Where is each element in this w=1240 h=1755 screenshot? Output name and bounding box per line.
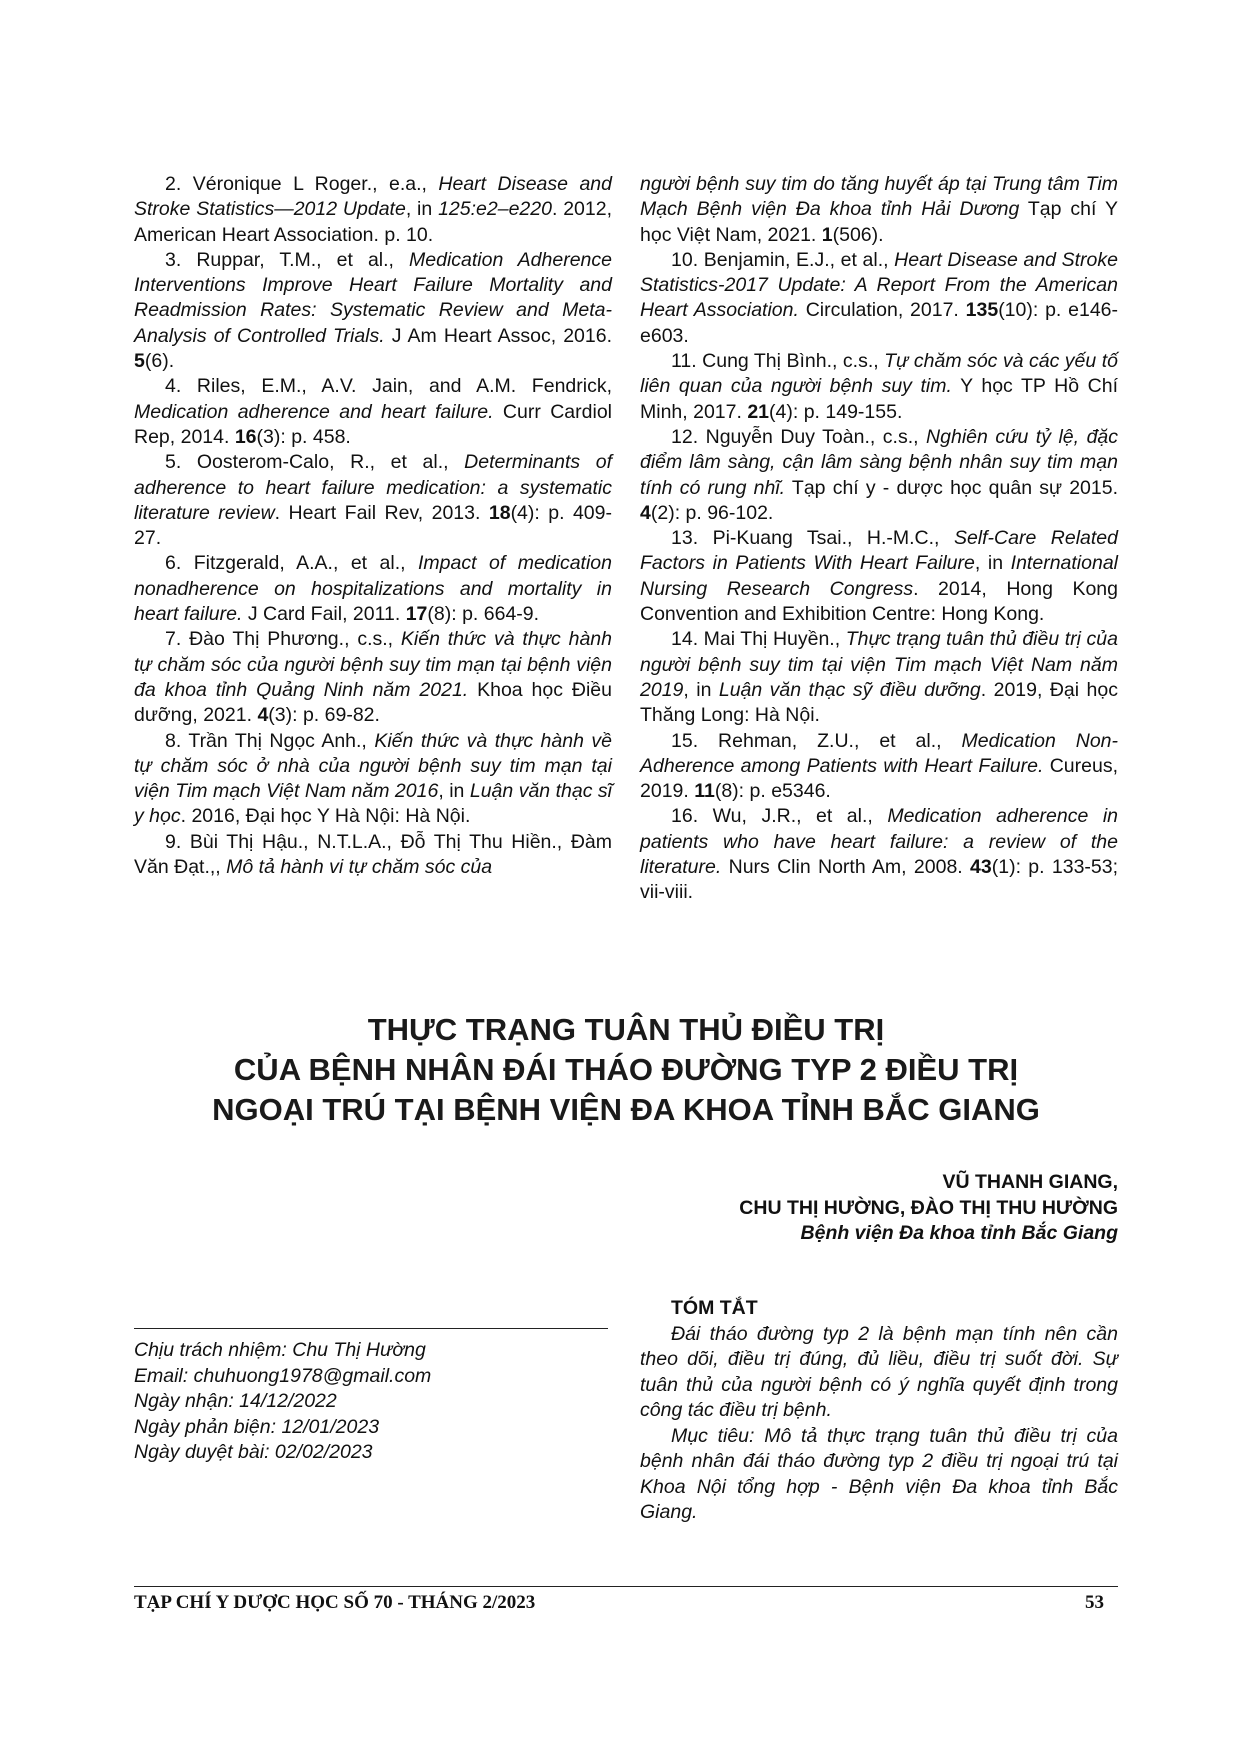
reference-text: Determinants of adherence to heart failure medication: a systematic literature review xyxy=(134,451,612,524)
authors-line: CHU THỊ HƯỜNG, ĐÀO THỊ THU HƯỜNG xyxy=(739,1196,1118,1219)
reference-text: 11. Cung Thị Bình., c.s., xyxy=(671,350,885,373)
reference-text: J Am Heart Assoc, 2016. xyxy=(384,324,613,347)
reference-item xyxy=(640,425,1118,526)
reference-text: (1): p. 133-53; vii-viii. xyxy=(640,856,1119,904)
reference-text: Medication adherence in patients who have heart failure: a review of the literature. xyxy=(640,805,1118,879)
responsible-author: Chịu trách nhiệm: Chu Thị Hường xyxy=(134,1339,426,1361)
reference-item xyxy=(134,172,612,248)
reference-text: 125:e2–e220 xyxy=(438,198,552,221)
date-accepted: Ngày duyệt bài: 02/02/2023 xyxy=(134,1441,373,1463)
reference-text: Kiến thức và thực hành về tự chăm sóc ở nhà của người bệnh suy tim mạn tại viện Tim mạch Việt Nam năm 2016 xyxy=(134,729,612,803)
reference-text: 7. Đào Thị Phương., c.s., xyxy=(165,628,401,651)
reference-item xyxy=(134,729,612,830)
reference-text: (4): p. 409-27. xyxy=(134,501,612,550)
reference-text: người bệnh suy tim do tăng huyết áp tại Trung tâm Tim Mạch Bệnh viện Đa khoa tỉnh Hải Dương xyxy=(640,173,1118,221)
reference-text: 15. Rehman, Z.U., et al., xyxy=(671,729,962,752)
abstract-paragraph: Đái tháo đường typ 2 là bệnh mạn tính nên cần theo dõi, điều trị đúng, đủ liều, điều trị suốt đời. Sự tuân thủ của người bệnh có ý nghĩa quyết định trong công tác điều trị bệnh. xyxy=(640,1322,1118,1421)
reference-text: 1 xyxy=(821,223,833,246)
reference-text: Curr Cardiol Rep, 2014. xyxy=(134,400,612,448)
reference-item xyxy=(134,450,612,551)
reference-text: 21 xyxy=(747,400,770,423)
reference-text: Medication adherence and heart failure. xyxy=(134,400,494,423)
reference-text: Cureus, 2019. xyxy=(640,754,1119,803)
reference-text: (6). xyxy=(144,350,175,373)
references-right-column xyxy=(640,172,1118,906)
reference-text: Luận văn thạc sĩ y học xyxy=(134,780,613,828)
reference-text: . 2019, Đại học Thăng Long: Hà Nội. xyxy=(640,678,1118,727)
reference-text: Medication Adherence Interventions Improve Heart Failure Mortality and Readmission Rates: Systematic Review and Meta-Analysis of Controlled Trials. xyxy=(134,248,612,347)
reference-item xyxy=(640,172,1118,248)
divider xyxy=(134,1328,608,1329)
reference-text: (3): p. 69-82. xyxy=(268,704,380,727)
reference-text: (8): p. 664-9. xyxy=(427,603,540,626)
title-line: NGOẠI TRÚ TẠI BỆNH VIỆN ĐA KHOA TỈNH BẮC GIANG xyxy=(212,1092,1040,1127)
date-received: Ngày nhận: 14/12/2022 xyxy=(134,1390,337,1412)
reference-text: Medication Non-Adherence among Patients with Heart Failure. xyxy=(640,729,1119,777)
reference-text: Nghiên cứu tỷ lệ, đặc điểm lâm sàng, cận lâm sàng bệnh nhân suy tim mạn tính có rung nhĩ. xyxy=(640,425,1119,499)
abstract xyxy=(640,1296,1118,1526)
reference-text: Kiến thức và thực hành tự chăm sóc của người bệnh suy tim mạn tại bệnh viện đa khoa tỉnh Quảng Ninh năm 2021. xyxy=(134,628,612,701)
reference-text: 11 xyxy=(694,780,715,803)
author-block xyxy=(739,1170,1118,1247)
reference-text: (8): p. e5346. xyxy=(714,780,831,803)
journal-name: TẠP CHÍ Y DƯỢC HỌC SỐ 70 - THÁNG 2/2023 xyxy=(134,1592,536,1613)
reference-text: Nurs Clin North Am, 2008. xyxy=(721,856,971,879)
reference-text: 14. Mai Thị Huyền., xyxy=(671,628,846,651)
reference-text: , in xyxy=(683,678,719,701)
reference-text: Heart Disease and Stroke Statistics—2012 Update xyxy=(134,173,612,221)
reference-text: Luận văn thạc sỹ điều dưỡng xyxy=(718,678,981,701)
reference-text: . 2016, Đại học Y Hà Nội: Hà Nội. xyxy=(180,805,471,828)
page-footer xyxy=(134,1592,1118,1614)
reference-text: Heart Disease and Stroke Statistics-2017 Update: A Report From the American Heart Association. xyxy=(640,248,1118,322)
reference-text: Self-Care Related Factors in Patients With Heart Failure xyxy=(640,527,1118,575)
date-reviewed: Ngày phản biện: 12/01/2023 xyxy=(134,1415,380,1438)
reference-text: Tạp chí Y học Việt Nam, 2021. xyxy=(640,198,1118,246)
reference-text: 16. Wu, J.R., et al., xyxy=(671,805,888,828)
reference-text: Thực trạng tuân thủ điều trị của người bệnh suy tim tại viện Tim mạch Việt Nam năm 2019 xyxy=(640,628,1119,701)
reference-item xyxy=(640,248,1118,349)
reference-text: 16 xyxy=(234,425,257,448)
reference-text: International Nursing Research Congress xyxy=(640,552,1118,600)
reference-text: 135 xyxy=(965,299,999,322)
reference-text: J Card Fail, 2011. xyxy=(242,603,406,626)
reference-text: . 2014, Hong Kong Convention and Exhibition Centre: Hong Kong. xyxy=(640,577,1118,626)
reference-text: 3. Ruppar, T.M., et al., xyxy=(165,248,410,271)
footer-divider xyxy=(134,1586,1118,1587)
reference-text: (10): p. e146-e603. xyxy=(640,299,1119,347)
reference-text: , in xyxy=(438,780,470,803)
reference-item xyxy=(640,349,1118,425)
reference-text: Circulation, 2017. xyxy=(798,299,966,322)
authors-line: VŨ THANH GIANG, xyxy=(942,1171,1118,1193)
reference-text: (2): p. 96-102. xyxy=(650,501,774,524)
reference-text: 5. Oosterom-Calo, R., et al., xyxy=(165,451,465,474)
email: Email: chuhuong1978@gmail.com xyxy=(134,1364,432,1387)
reference-text: 4. Riles, E.M., A.V. Jain, and A.M. Fendrick, xyxy=(165,375,612,398)
abstract-heading: TÓM TẮT xyxy=(671,1297,758,1319)
reference-text: 18 xyxy=(488,501,511,524)
reference-text: Mô tả hành vi tự chăm sóc của xyxy=(226,856,493,879)
reference-text: . 2012, American Heart Association. p. 10. xyxy=(134,198,612,246)
reference-item xyxy=(134,627,612,728)
reference-text: Y học TP Hồ Chí Minh, 2017. xyxy=(640,375,1118,423)
reference-item xyxy=(134,830,612,881)
reference-item xyxy=(134,374,612,450)
correspondence-block xyxy=(134,1338,612,1466)
reference-text: 4 xyxy=(640,501,651,524)
article-title xyxy=(134,1010,1118,1130)
reference-item xyxy=(640,804,1118,905)
references-left-column xyxy=(134,172,612,880)
reference-text: Khoa học Điều dưỡng, 2021. xyxy=(134,678,612,727)
reference-text: Tạp chí y - dược học quân sự 2015. xyxy=(785,476,1119,499)
reference-text: Tự chăm sóc và các yếu tố liên quan của người bệnh suy tim. xyxy=(640,350,1118,398)
reference-text: 10. Benjamin, E.J., et al., xyxy=(671,248,895,271)
reference-text: 2. Véronique L Roger., e.a., xyxy=(165,173,439,195)
reference-text: 13. Pi-Kuang Tsai., H.-M.C., xyxy=(671,527,954,550)
reference-text: 43 xyxy=(970,856,992,879)
reference-text: 9. Bùi Thị Hậu., N.T.L.A., Đỗ Thị Thu Hiền., Đàm Văn Đạt.,, xyxy=(134,830,612,879)
reference-text: , in xyxy=(974,552,1011,575)
reference-text: Impact of medication nonadherence on hospitalizations and mortality in heart failure. xyxy=(134,552,612,626)
affiliation: Bệnh viện Đa khoa tỉnh Bắc Giang xyxy=(800,1222,1118,1244)
reference-text: . Heart Fail Rev, 2013. xyxy=(274,501,489,524)
reference-text: 12. Nguyễn Duy Toàn., c.s., xyxy=(671,425,927,448)
reference-item xyxy=(134,551,612,627)
reference-text: 4 xyxy=(257,704,269,727)
reference-text: 17 xyxy=(405,603,428,626)
reference-item xyxy=(134,248,612,374)
reference-text: 8. Trần Thị Ngọc Anh., xyxy=(165,729,375,752)
reference-item xyxy=(640,729,1118,805)
reference-text: (4): p. 149-155. xyxy=(769,400,903,423)
reference-text: , in xyxy=(405,198,439,221)
reference-item xyxy=(640,627,1118,728)
reference-text: 6. Fitzgerald, A.A., et al., xyxy=(165,552,419,575)
page-number: 53 xyxy=(1085,1592,1104,1613)
reference-text: 5 xyxy=(134,350,145,373)
reference-item xyxy=(640,526,1118,627)
reference-text: (3): p. 458. xyxy=(256,425,351,448)
title-line: CỦA BỆNH NHÂN ĐÁI THÁO ĐƯỜNG TYP 2 ĐIỀU TRỊ xyxy=(233,1052,1019,1087)
abstract-paragraph: Mục tiêu: Mô tả thực trạng tuân thủ điều trị của bệnh nhân đái tháo đường typ 2 điều trị ngoại trú tại Khoa Nội tổng hợp - Bệnh viện Đa khoa tỉnh Bắc Giang. xyxy=(640,1424,1118,1523)
title-line: THỰC TRẠNG TUÂN THỦ ĐIỀU TRỊ xyxy=(367,1012,885,1047)
reference-text: (506). xyxy=(832,223,884,246)
